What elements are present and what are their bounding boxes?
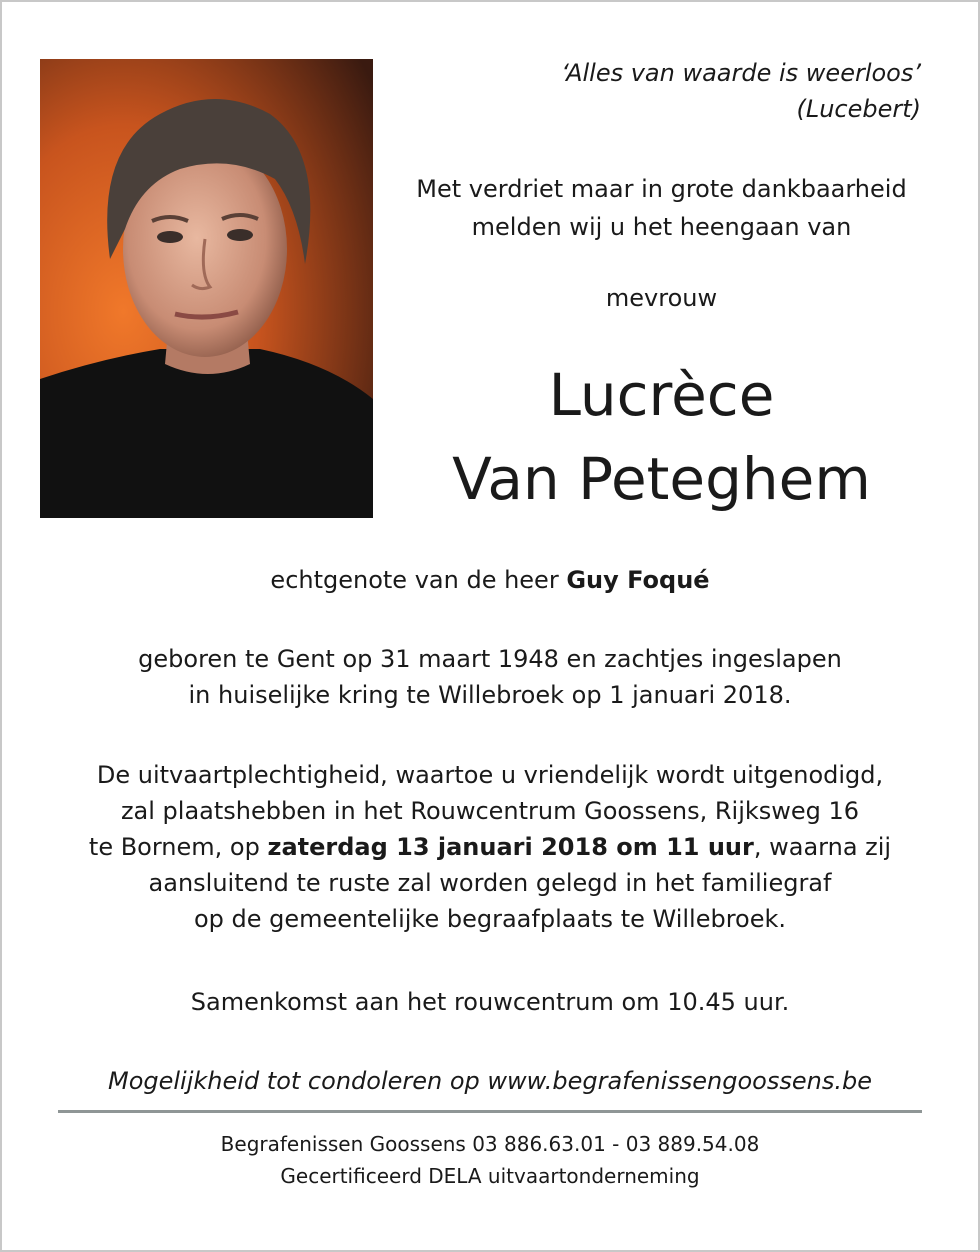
footer-contact: Begrafenissen Goossens 03 886.63.01 - 03 889.54.08 — [220, 1132, 760, 1156]
funeral-date: zaterdag 13 januari 2018 om 11 uur — [267, 833, 754, 861]
funeral-details — [0, 757, 980, 937]
intro-line-1: Met verdriet maar in grote dankbaarheid — [416, 175, 907, 203]
divider — [58, 1110, 922, 1113]
funeral-line-4: aansluitend te ruste zal worden gelegd in het familiegraf — [148, 869, 832, 897]
born-line-1: geboren te Gent op 31 maart 1948 en zachtjes ingeslapen — [138, 645, 842, 673]
quote — [561, 55, 921, 127]
funeral-line-3-pre: te Bornem, op — [88, 833, 268, 861]
intro-text — [400, 170, 923, 246]
funeral-line-5: op de gemeentelijke begraafplaats te Willebroek. — [193, 905, 787, 933]
born-line-2: in huiselijke kring te Willebroek op 1 januari 2018. — [188, 681, 792, 709]
funeral-line-2: zal plaatshebben in het Rouwcentrum Goossens, Rijksweg 16 — [120, 797, 860, 825]
meeting-text: Samenkomst aan het rouwcentrum om 10.45 uur. — [190, 988, 790, 1016]
condolence-text: Mogelijkheid tot condoleren op www.begrafenissengoossens.be — [108, 1067, 872, 1095]
funeral-line-3-post: , waarna zij — [753, 833, 892, 861]
footer — [0, 1128, 980, 1192]
first-name: Lucrèce — [548, 361, 775, 429]
spouse-line — [0, 562, 980, 598]
salutation: mevrouw — [605, 284, 718, 312]
deceased-name — [400, 353, 923, 521]
spouse-name: Guy Foqué — [566, 566, 710, 594]
intro-line-2: melden wij u het heengaan van — [471, 213, 852, 241]
funeral-line-3 — [0, 829, 980, 865]
funeral-line-1: De uitvaartplechtigheid, waartoe u vriendelijk wordt uitgenodigd, — [96, 761, 884, 789]
spouse-prefix: echtgenote van de heer — [270, 566, 567, 594]
portrait-photo — [40, 59, 373, 518]
quote-text: ‘Alles van waarde is weerloos’ — [561, 59, 921, 87]
last-name: Van Peteghem — [452, 445, 871, 513]
footer-certification: Gecertificeerd DELA uitvaartonderneming — [280, 1164, 700, 1188]
birth-death-text — [0, 641, 980, 713]
quote-author: (Lucebert) — [796, 95, 921, 123]
